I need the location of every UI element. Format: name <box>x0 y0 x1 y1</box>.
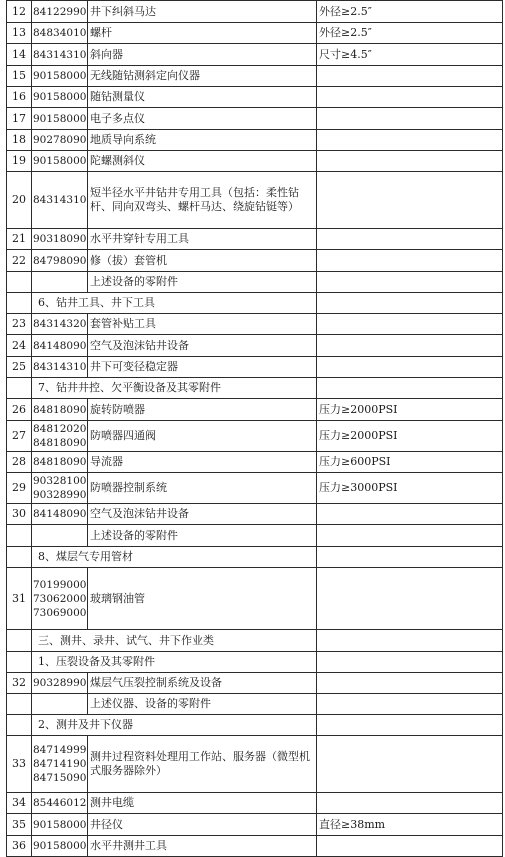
specification <box>317 335 503 357</box>
section-heading: 2、测井及井下仪器 <box>32 715 317 736</box>
hs-code: 84314310 <box>32 172 88 229</box>
item-name: 井径仪 <box>88 814 317 836</box>
specification <box>317 66 503 87</box>
hs-code <box>32 272 88 293</box>
specification <box>317 357 503 378</box>
hs-code: 90158000 <box>32 87 88 108</box>
table-row <box>7 452 503 473</box>
row-number: 31 <box>7 568 32 630</box>
hs-code: 84818090 <box>32 452 88 473</box>
specification <box>317 314 503 335</box>
item-name: 测井过程资料处理用工作站、服务器（微型机式服务器除外） <box>88 736 317 793</box>
specification: 压力≥2000PSI <box>317 421 503 452</box>
row-number: 21 <box>7 229 32 250</box>
specification: 尺寸≥4.5″ <box>317 44 503 66</box>
hs-code: 90158000 <box>32 108 88 130</box>
specification: 压力≥600PSI <box>317 452 503 473</box>
specification: 压力≥2000PSI <box>317 399 503 421</box>
hs-code: 84314310 <box>32 357 88 378</box>
hs-code: 90158000 <box>32 836 88 857</box>
item-name: 水平井穿针专用工具 <box>88 229 317 250</box>
blank-cell <box>317 630 503 652</box>
specification <box>317 87 503 108</box>
blank-cell <box>7 715 32 736</box>
row-number: 29 <box>7 473 32 504</box>
table-row <box>7 421 503 452</box>
specification: 直径≥38mm <box>317 814 503 836</box>
table-row <box>7 814 503 836</box>
row-number: 15 <box>7 66 32 87</box>
item-name: 井下纠斜马达 <box>88 1 317 23</box>
section-row <box>7 715 503 736</box>
blank-cell <box>317 293 503 314</box>
section-heading: 7、钻井井控、欠平衡设备及其零附件 <box>32 378 317 399</box>
hs-code: 84714999 84714190 84715090 <box>32 736 88 793</box>
table-row <box>7 250 503 272</box>
row-number <box>7 272 32 293</box>
specification <box>317 694 503 715</box>
row-number: 14 <box>7 44 32 66</box>
row-number: 25 <box>7 357 32 378</box>
table-row <box>7 151 503 172</box>
row-number: 24 <box>7 335 32 357</box>
section-row <box>7 547 503 568</box>
item-name: 地质导向系统 <box>88 130 317 151</box>
hs-code: 84122990 <box>32 1 88 23</box>
table-row <box>7 399 503 421</box>
parts-row <box>7 694 503 715</box>
item-name: 防喷器四通阀 <box>88 421 317 452</box>
row-number: 12 <box>7 1 32 23</box>
hs-code: 90158000 <box>32 814 88 836</box>
hs-code: 84834010 <box>32 23 88 44</box>
table-row <box>7 335 503 357</box>
specification <box>317 130 503 151</box>
table-body <box>7 1 503 857</box>
blank-cell <box>317 378 503 399</box>
specification <box>317 272 503 293</box>
hs-code: 90328990 <box>32 673 88 694</box>
row-number: 13 <box>7 23 32 44</box>
hs-code: 90158000 <box>32 151 88 172</box>
hs-code: 84148090 <box>32 335 88 357</box>
item-name: 斜向器 <box>88 44 317 66</box>
hs-code: 84812020 84818090 <box>32 421 88 452</box>
specification: 压力≥3000PSI <box>317 473 503 504</box>
item-name: 无线随钻测斜定向仪器 <box>88 66 317 87</box>
item-name: 随钻测量仪 <box>88 87 317 108</box>
hs-code: 84818090 <box>32 399 88 421</box>
specification <box>317 172 503 229</box>
item-name: 上述仪器、设备的零附件 <box>88 694 317 715</box>
blank-cell <box>7 293 32 314</box>
specification <box>317 793 503 814</box>
table-row <box>7 793 503 814</box>
specification <box>317 673 503 694</box>
row-number: 35 <box>7 814 32 836</box>
specification <box>317 736 503 793</box>
blank-cell <box>317 715 503 736</box>
row-number: 28 <box>7 452 32 473</box>
row-number: 27 <box>7 421 32 452</box>
hs-code <box>32 694 88 715</box>
document-table-wrapper <box>6 0 502 857</box>
item-name: 空气及泡沫钻井设备 <box>88 335 317 357</box>
specification <box>317 836 503 857</box>
item-name: 上述设备的零附件 <box>88 272 317 293</box>
specification: 外径≥2.5″ <box>317 1 503 23</box>
item-name: 井下可变径稳定器 <box>88 357 317 378</box>
table-row <box>7 172 503 229</box>
table-row <box>7 357 503 378</box>
row-number: 17 <box>7 108 32 130</box>
item-name: 上述设备的零附件 <box>88 525 317 547</box>
table-row <box>7 44 503 66</box>
table-row <box>7 504 503 525</box>
table-row <box>7 836 503 857</box>
item-name: 短半径水平井钻井专用工具（包括：柔性钻杆、同向双弯头、螺杆马达、绕旋钻铤等） <box>88 172 317 229</box>
specification: 外径≥2.5″ <box>317 23 503 44</box>
section-row <box>7 652 503 673</box>
row-number: 16 <box>7 87 32 108</box>
table-row <box>7 736 503 793</box>
blank-cell <box>7 652 32 673</box>
table-row <box>7 130 503 151</box>
item-name: 电子多点仪 <box>88 108 317 130</box>
hs-code <box>32 525 88 547</box>
table-row <box>7 673 503 694</box>
specification <box>317 229 503 250</box>
hs-code: 70199000 73062000 73069000 <box>32 568 88 630</box>
hs-code: 84314310 <box>32 44 88 66</box>
section-heading: 6、钻井工具、井下工具 <box>32 293 317 314</box>
item-name: 玻璃钢油管 <box>88 568 317 630</box>
blank-cell <box>7 378 32 399</box>
row-number: 32 <box>7 673 32 694</box>
row-number: 26 <box>7 399 32 421</box>
hs-code: 90278090 <box>32 130 88 151</box>
row-number: 19 <box>7 151 32 172</box>
blank-cell <box>7 630 32 652</box>
row-number <box>7 694 32 715</box>
section-row <box>7 378 503 399</box>
row-number: 34 <box>7 793 32 814</box>
equipment-table <box>6 0 503 857</box>
specification <box>317 504 503 525</box>
section-row <box>7 630 503 652</box>
row-number: 30 <box>7 504 32 525</box>
table-row <box>7 87 503 108</box>
section-row <box>7 293 503 314</box>
table-row <box>7 568 503 630</box>
item-name: 旋转防喷器 <box>88 399 317 421</box>
row-number: 20 <box>7 172 32 229</box>
hs-code: 84798090 <box>32 250 88 272</box>
item-name: 陀螺测斜仪 <box>88 151 317 172</box>
hs-code: 85446012 <box>32 793 88 814</box>
row-number: 18 <box>7 130 32 151</box>
parts-row <box>7 272 503 293</box>
specification <box>317 250 503 272</box>
table-row <box>7 1 503 23</box>
section-heading: 三、测井、录井、试气、井下作业类 <box>32 630 317 652</box>
item-name: 导流器 <box>88 452 317 473</box>
specification <box>317 568 503 630</box>
item-name: 套管补贴工具 <box>88 314 317 335</box>
item-name: 测井电缆 <box>88 793 317 814</box>
table-row <box>7 473 503 504</box>
row-number: 22 <box>7 250 32 272</box>
table-row <box>7 314 503 335</box>
section-heading: 1、压裂设备及其零附件 <box>32 652 317 673</box>
row-number: 36 <box>7 836 32 857</box>
parts-row <box>7 525 503 547</box>
table-row <box>7 66 503 87</box>
specification <box>317 151 503 172</box>
item-name: 防喷器控制系统 <box>88 473 317 504</box>
item-name: 水平井测井工具 <box>88 836 317 857</box>
table-row <box>7 229 503 250</box>
blank-cell <box>317 652 503 673</box>
item-name: 煤层气压裂控制系统及设备 <box>88 673 317 694</box>
table-row <box>7 108 503 130</box>
hs-code: 84314320 <box>32 314 88 335</box>
table-row <box>7 23 503 44</box>
specification <box>317 525 503 547</box>
hs-code: 90158000 <box>32 66 88 87</box>
blank-cell <box>317 547 503 568</box>
blank-cell <box>7 547 32 568</box>
item-name: 修（拔）套管机 <box>88 250 317 272</box>
item-name: 空气及泡沫钻井设备 <box>88 504 317 525</box>
row-number <box>7 525 32 547</box>
hs-code: 84148090 <box>32 504 88 525</box>
row-number: 33 <box>7 736 32 793</box>
specification <box>317 108 503 130</box>
hs-code: 90318090 <box>32 229 88 250</box>
item-name: 螺杆 <box>88 23 317 44</box>
section-heading: 8、煤层气专用管材 <box>32 547 317 568</box>
hs-code: 90328100 90328990 <box>32 473 88 504</box>
row-number: 23 <box>7 314 32 335</box>
